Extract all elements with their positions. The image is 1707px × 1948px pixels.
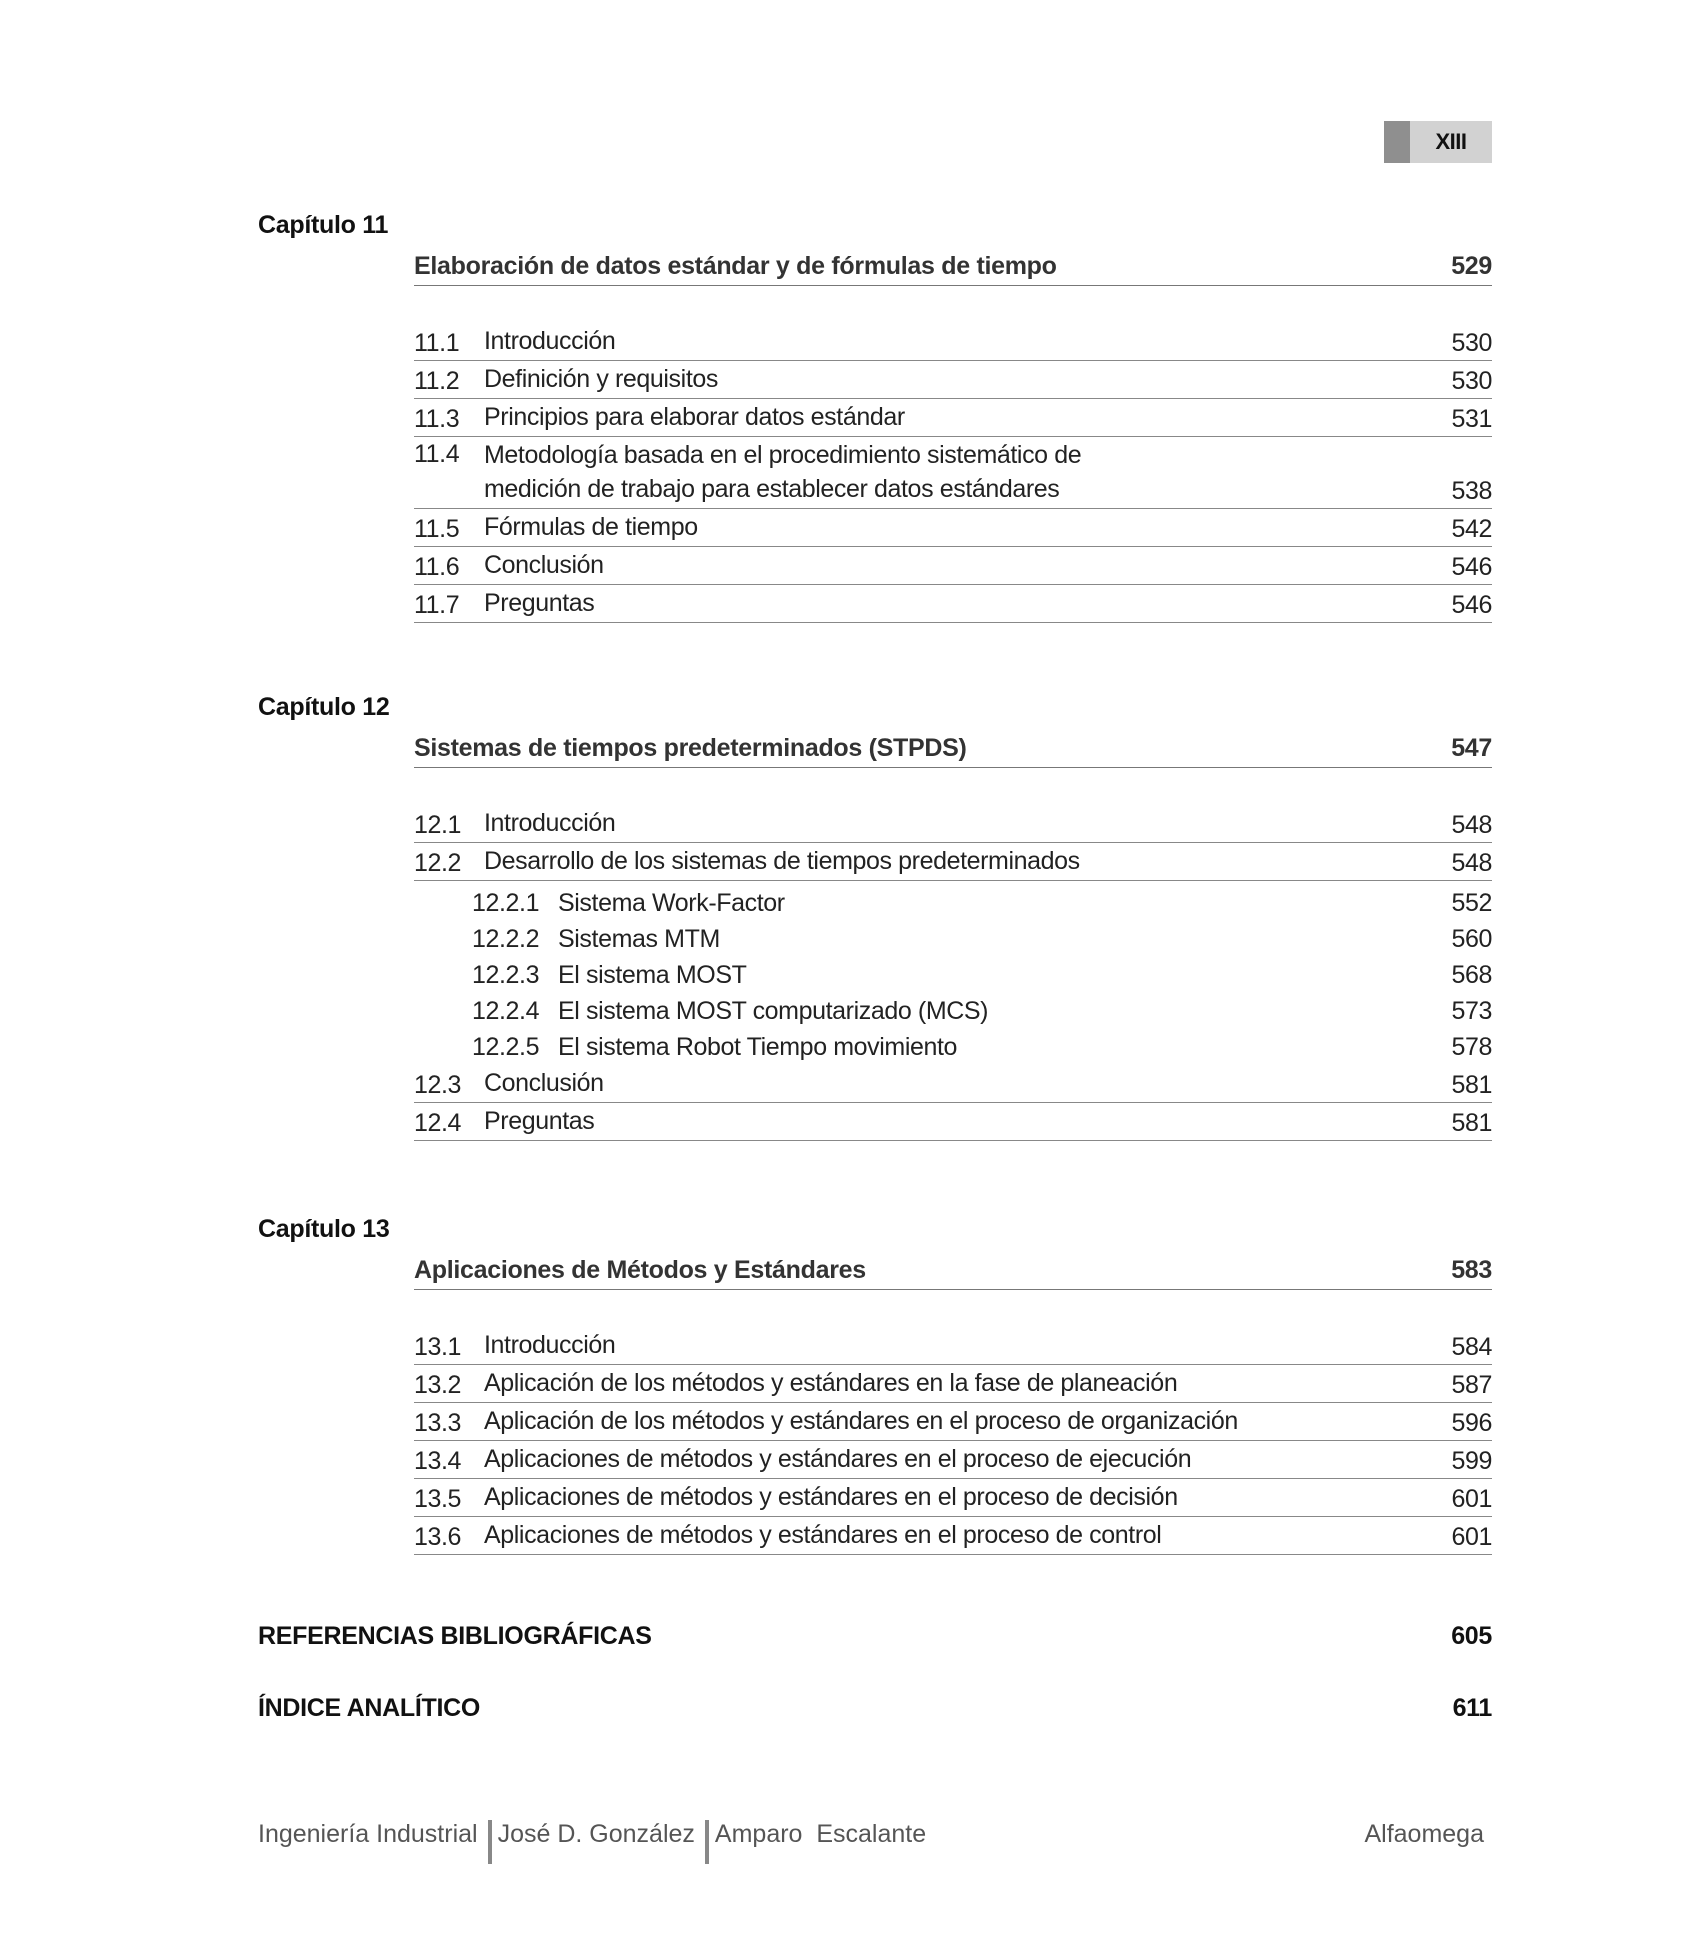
entry-number: 13.2 bbox=[414, 1371, 462, 1399]
subentry-title: El sistema MOST bbox=[558, 960, 747, 989]
entry-page: 584 bbox=[1451, 1333, 1492, 1361]
toc-entry[interactable] bbox=[414, 547, 1492, 585]
entry-number: 12.3 bbox=[414, 1071, 462, 1099]
chapter-label: Capítulo 13 bbox=[258, 1215, 390, 1243]
toc-subentry[interactable] bbox=[414, 921, 1492, 957]
entry-title-continued: medición de trabajo para establecer datos estándares bbox=[484, 475, 1060, 503]
entry-number: 11.2 bbox=[414, 367, 460, 395]
entry-number: 12.1 bbox=[414, 811, 462, 839]
entry-page: 546 bbox=[1451, 591, 1492, 619]
entry-page: 587 bbox=[1451, 1371, 1492, 1399]
backmatter-page: 605 bbox=[1451, 1622, 1492, 1650]
entry-title: Aplicaciones de métodos y estándares en el proceso de ejecución bbox=[484, 1445, 1192, 1473]
entry-title: Introducción bbox=[484, 327, 616, 355]
subentry-page: 560 bbox=[1451, 924, 1492, 953]
toc-entry[interactable] bbox=[414, 1365, 1492, 1403]
entry-page: 596 bbox=[1451, 1409, 1492, 1437]
page-number-box bbox=[1384, 121, 1492, 163]
entry-page: 548 bbox=[1451, 811, 1492, 839]
entry-title: Introducción bbox=[484, 1331, 616, 1359]
toc-subentry[interactable] bbox=[414, 1029, 1492, 1065]
footer-book-title: Ingeniería Industrial bbox=[258, 1819, 478, 1848]
chapter-page: 529 bbox=[1451, 251, 1492, 280]
entry-page: 601 bbox=[1451, 1485, 1492, 1513]
entry-title: Metodología basada en el procedimiento sistemático de bbox=[484, 441, 1082, 469]
toc-entry[interactable] bbox=[414, 1103, 1492, 1141]
footer-separator bbox=[488, 1820, 492, 1864]
entry-title: Conclusión bbox=[484, 1069, 604, 1097]
toc-entry[interactable] bbox=[414, 1327, 1492, 1365]
toc-entries bbox=[414, 805, 1492, 1141]
chapter-heading[interactable] bbox=[414, 1251, 1492, 1290]
chapter-page: 547 bbox=[1451, 733, 1492, 762]
subentry-page: 568 bbox=[1451, 960, 1492, 989]
entry-page: 599 bbox=[1451, 1447, 1492, 1475]
backmatter-title: ÍNDICE ANALÍTICO bbox=[258, 1694, 481, 1722]
entry-number: 13.3 bbox=[414, 1409, 462, 1437]
toc-entries bbox=[414, 323, 1492, 623]
entry-page: 548 bbox=[1451, 849, 1492, 877]
entry-page: 601 bbox=[1451, 1523, 1492, 1551]
footer-separator bbox=[705, 1820, 709, 1864]
entry-title: Conclusión bbox=[484, 551, 604, 579]
toc-entry[interactable] bbox=[414, 323, 1492, 361]
entry-number: 13.6 bbox=[414, 1523, 462, 1551]
entry-page: 546 bbox=[1451, 553, 1492, 581]
subentry-title: Sistema Work-Factor bbox=[558, 888, 785, 917]
toc-entry[interactable] bbox=[414, 509, 1492, 547]
toc-entry[interactable] bbox=[414, 361, 1492, 399]
entry-number: 12.2 bbox=[414, 849, 462, 877]
entry-title: Preguntas bbox=[484, 589, 595, 617]
entry-page: 530 bbox=[1451, 329, 1492, 357]
entry-number: 11.3 bbox=[414, 405, 460, 433]
subentry-title: El sistema Robot Tiempo movimiento bbox=[558, 1032, 958, 1061]
entry-number: 13.5 bbox=[414, 1485, 462, 1513]
footer-author-2: Amparo Escalante bbox=[714, 1819, 927, 1848]
subentry-number: 12.2.5 bbox=[472, 1032, 540, 1061]
subentry-title: Sistemas MTM bbox=[558, 924, 720, 953]
toc-entry[interactable] bbox=[414, 585, 1492, 623]
chapter-title: Aplicaciones de Métodos y Estándares bbox=[414, 1255, 866, 1284]
toc-entries bbox=[414, 1327, 1492, 1555]
entry-title: Aplicaciones de métodos y estándares en el proceso de control bbox=[484, 1521, 1162, 1549]
subentry-title: El sistema MOST computarizado (MCS) bbox=[558, 996, 989, 1025]
toc-entry[interactable] bbox=[414, 805, 1492, 843]
entry-title: Aplicación de los métodos y estándares en el proceso de organización bbox=[484, 1407, 1238, 1435]
footer-publisher: Alfaomega bbox=[1364, 1819, 1484, 1848]
toc-subentries bbox=[414, 881, 1492, 1065]
toc-entry[interactable] bbox=[414, 399, 1492, 437]
entry-title: Desarrollo de los sistemas de tiempos predeterminados bbox=[484, 847, 1080, 875]
toc-subentry[interactable] bbox=[414, 885, 1492, 921]
backmatter-index[interactable] bbox=[258, 1694, 1492, 1723]
subentry-page: 573 bbox=[1451, 996, 1492, 1025]
entry-page: 581 bbox=[1451, 1071, 1492, 1099]
subentry-number: 12.2.1 bbox=[472, 888, 540, 917]
toc-subentry[interactable] bbox=[414, 993, 1492, 1029]
entry-number: 13.4 bbox=[414, 1447, 462, 1475]
entry-title: Aplicación de los métodos y estándares en la fase de planeación bbox=[484, 1369, 1178, 1397]
chapter-label: Capítulo 11 bbox=[258, 211, 389, 239]
toc-entry[interactable] bbox=[414, 843, 1492, 881]
backmatter-references[interactable] bbox=[258, 1622, 1492, 1651]
chapter-title: Sistemas de tiempos predeterminados (STPDS) bbox=[414, 733, 967, 762]
entry-title: Preguntas bbox=[484, 1107, 595, 1135]
toc-entry[interactable] bbox=[414, 1441, 1492, 1479]
entry-number: 11.6 bbox=[414, 553, 460, 581]
entry-page: 531 bbox=[1451, 405, 1492, 433]
entry-page: 538 bbox=[1451, 477, 1492, 505]
chapter-title: Elaboración de datos estándar y de fórmulas de tiempo bbox=[414, 251, 1057, 280]
subentry-page: 552 bbox=[1451, 888, 1492, 917]
toc-entry[interactable] bbox=[414, 1517, 1492, 1555]
footer-author-1: José D. González bbox=[497, 1819, 695, 1848]
subentry-number: 12.2.4 bbox=[472, 996, 540, 1025]
entry-number: 11.7 bbox=[414, 591, 460, 619]
entry-title: Fórmulas de tiempo bbox=[484, 513, 698, 541]
toc-entry[interactable] bbox=[414, 1065, 1492, 1103]
entry-page: 530 bbox=[1451, 367, 1492, 395]
backmatter-page: 611 bbox=[1452, 1694, 1492, 1722]
chapter-heading[interactable] bbox=[414, 247, 1492, 286]
entry-title: Aplicaciones de métodos y estándares en el proceso de decisión bbox=[484, 1483, 1178, 1511]
subentry-page: 578 bbox=[1451, 1032, 1492, 1061]
page-number: XIII bbox=[1410, 121, 1492, 163]
entry-title: Definición y requisitos bbox=[484, 365, 718, 393]
entry-number: 12.4 bbox=[414, 1109, 462, 1137]
toc-subentry[interactable] bbox=[414, 957, 1492, 993]
page-number-bar bbox=[1384, 121, 1410, 163]
entry-number: 11.1 bbox=[414, 329, 460, 357]
toc-entry[interactable] bbox=[414, 1403, 1492, 1441]
chapter-heading[interactable] bbox=[414, 729, 1492, 768]
entry-page: 542 bbox=[1451, 515, 1492, 543]
chapter-label: Capítulo 12 bbox=[258, 693, 390, 721]
entry-number: 11.4 bbox=[414, 440, 460, 468]
subentry-number: 12.2.2 bbox=[472, 924, 540, 953]
entry-number: 13.1 bbox=[414, 1333, 462, 1361]
chapter-page: 583 bbox=[1451, 1255, 1492, 1284]
backmatter-title: REFERENCIAS BIBLIOGRÁFICAS bbox=[258, 1622, 652, 1650]
toc-entry[interactable] bbox=[414, 437, 1492, 509]
page-footer bbox=[258, 1810, 1484, 1858]
entry-title: Introducción bbox=[484, 809, 616, 837]
subentry-number: 12.2.3 bbox=[472, 960, 540, 989]
entry-number: 11.5 bbox=[414, 515, 460, 543]
toc-entry[interactable] bbox=[414, 1479, 1492, 1517]
entry-title: Principios para elaborar datos estándar bbox=[484, 403, 905, 431]
entry-page: 581 bbox=[1451, 1109, 1492, 1137]
